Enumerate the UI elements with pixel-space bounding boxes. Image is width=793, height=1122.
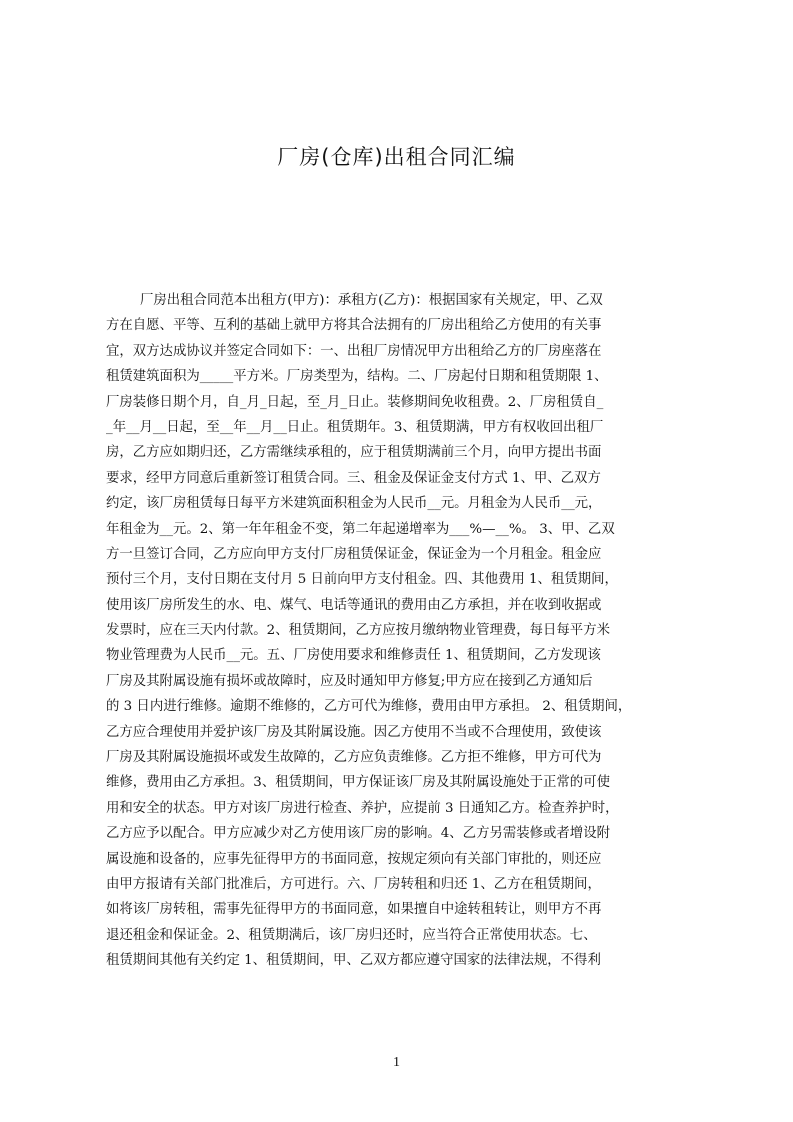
body-line: 退还租金和保证金。2、租赁期满后，该厂房归还时，应当符合正常使用状态。七、 <box>106 927 597 943</box>
page-number: 1 <box>393 1055 400 1070</box>
body-line: _年__月__日起，至__年__月__日止。租赁期年。3、租赁期满，甲方有权收回出租厂 <box>106 419 604 435</box>
body-line: 方在自愿、平等、互利的基础上就甲方将其合法拥有的厂房出租给乙方使用的有关事 <box>106 318 602 334</box>
body-line: 乙方应合理使用并爱护该厂房及其附属设施。因乙方使用不当或不合理使用，致使该 <box>106 724 602 740</box>
body-line: 乙方应予以配合。甲方应减少对乙方使用该厂房的影响。4、乙方另需装修或者增设附 <box>106 826 610 842</box>
body-line: 发票时，应在三天内付款。2、租赁期间，乙方应按月缴纳物业管理费，每日每平方米 <box>106 623 610 639</box>
body-line: 租赁建筑面积为_____平方米。厂房类型为，结构。二、厂房起付日期和租赁期限 1、 <box>106 369 608 385</box>
body-line: 如将该厂房转租，需事先征得甲方的书面同意，如果擅自中途转租转让，则甲方不再 <box>106 902 602 918</box>
body-line: 房，乙方应如期归还，乙方需继续承租的，应于租赁期满前三个月，向甲方提出书面 <box>106 445 602 461</box>
body-line: 属设施和设备的，应事先征得甲方的书面同意，按规定须向有关部门审批的，则还应 <box>106 851 602 867</box>
body-line: 约定，该厂房租赁每日每平方米建筑面积租金为人民币__元。月租金为人民币__元， <box>106 496 602 512</box>
body-line: 使用该厂房所发生的水、电、煤气、电话等通讯的费用由乙方承担，并在收到收据或 <box>106 597 602 613</box>
body-line: 要求，经甲方同意后重新签订租赁合同。三、租金及保证金支付方式 1、甲、乙双方 <box>106 470 601 486</box>
body-line: 厂房及其附属设施损坏或发生故障的，乙方应负责维修。乙方拒不维修，甲方可代为 <box>106 750 602 766</box>
body-line: 方一旦签订合同，乙方应向甲方支付厂房租赁保证金，保证金为一个月租金。租金应 <box>106 546 602 562</box>
body-line: 厂房出租合同范本出租方(甲方)：承租方(乙方)：根据国家有关规定，甲、乙双 <box>140 293 603 308</box>
body-line: 年租金为__元。2、第一年年租金不变，第二年起递增率为___%—__%。 3、甲、乙双 <box>106 521 615 537</box>
body-line: 维修，费用由乙方承担。3、租赁期间，甲方保证该厂房及其附属设施处于正常的可使 <box>106 775 610 791</box>
contract-body <box>106 288 696 974</box>
body-line: 物业管理费为人民币__元。五、厂房使用要求和维修责任 1、租赁期间，乙方发现该 <box>106 648 601 664</box>
body-line: 厂房装修日期个月，自_月_日起，至_月_日止。装修期间免收租费。2、厂房租赁自_ <box>106 394 604 410</box>
body-line: 预付三个月，支付日期在支付月 5 日前向甲方支付租金。四、其他费用 1、租赁期间， <box>106 572 618 588</box>
body-line: 厂房及其附属设施有损坏或故障时，应及时通知甲方修复;甲方应在接到乙方通知后 <box>106 673 593 689</box>
body-line: 用和安全的状态。甲方对该厂房进行检查、养护，应提前 3 日通知乙方。检查养护时， <box>106 800 619 816</box>
page-title: 厂房(仓库)出租合同汇编 <box>277 145 516 169</box>
body-line: 宜，双方达成协议并签定合同如下：一、出租厂房情况甲方出租给乙方的厂房座落在 <box>106 343 602 359</box>
body-line: 租赁期间其他有关约定 1、租赁期间，甲、乙双方都应遵守国家的法律法规，不得利 <box>106 953 601 969</box>
body-line: 由甲方报请有关部门批准后，方可进行。六、厂房转租和归还 1、乙方在租赁期间， <box>106 876 601 892</box>
body-line: 的 3 日内进行维修。逾期不维修的，乙方可代为维修，费用由甲方承担。 2、租赁期间， <box>106 699 632 715</box>
